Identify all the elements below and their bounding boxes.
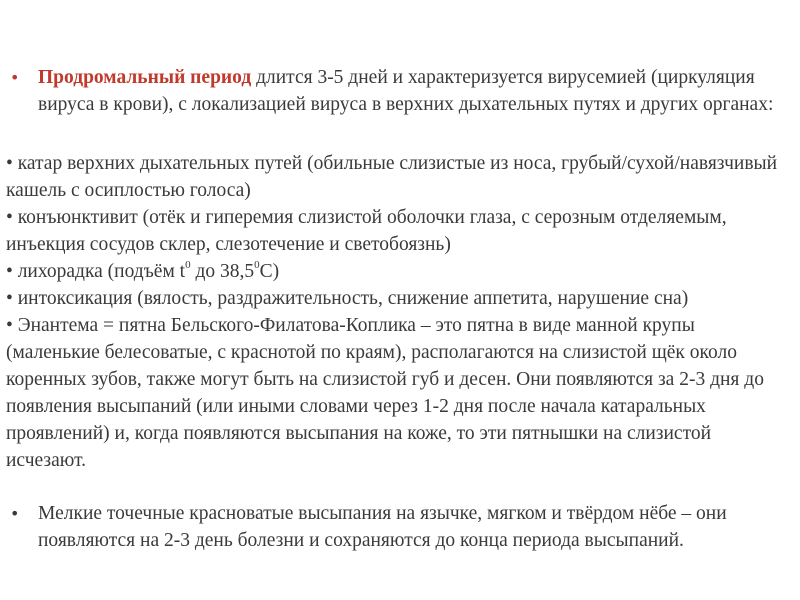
symptom-intoxication: • интоксикация (вялость, раздражительность, снижение аппетита, нарушение сна) [6, 288, 689, 309]
intro-text: длится 3-5 дней и характеризуется вирусемией (циркуляция вируса в крови), с локализацией вируса в верхних дыхательных путях и других органах: [38, 67, 774, 115]
intro-bullet: • [10, 68, 20, 87]
intro-paragraph [38, 64, 788, 118]
symptom-list [6, 150, 786, 474]
symptom-catarrh: • катар верхних дыхательных путей (обильные слизистые из носа, грубый/сухой/навязчивый кашель с осиплостью голоса) [6, 153, 778, 201]
final-paragraph: Мелкие точечные красноватые высыпания на язычке, мягком и твёрдом нёбе – они появляются на 2-3 день болезни и сохраняются до конца периода высыпаний. [38, 503, 727, 551]
symptom-enanthema: • Энантема = пятна Бельского-Филатова-Коплика – это пятна в виде манной крупы (маленькие белесоватые, с краснотой по краям), располагаются на слизистой щёк около коренных зубов, также могут быть на слизистой губ и десен. Они появляются за 2-3 дня до появления высыпаний (или иными словами через 1-2 дня после начала катаральных проявлений) и, когда появляются высыпания на коже, то эти пятнышки на слизистой исчезают. [6, 315, 764, 471]
final-bullet: • [10, 504, 20, 523]
term-prodromal: Продромальный период [38, 67, 252, 88]
symptom-conjunctivitis: • конъюнктивит (отёк и гиперемия слизистой оболочки глаза, с серозным отделяемым, инъекция сосудов склер, слезотечение и светобоязнь) [6, 207, 727, 255]
symptom-fever: • лихорадка (подъём $t^0$ до 38,5$^0$С) [6, 258, 280, 282]
